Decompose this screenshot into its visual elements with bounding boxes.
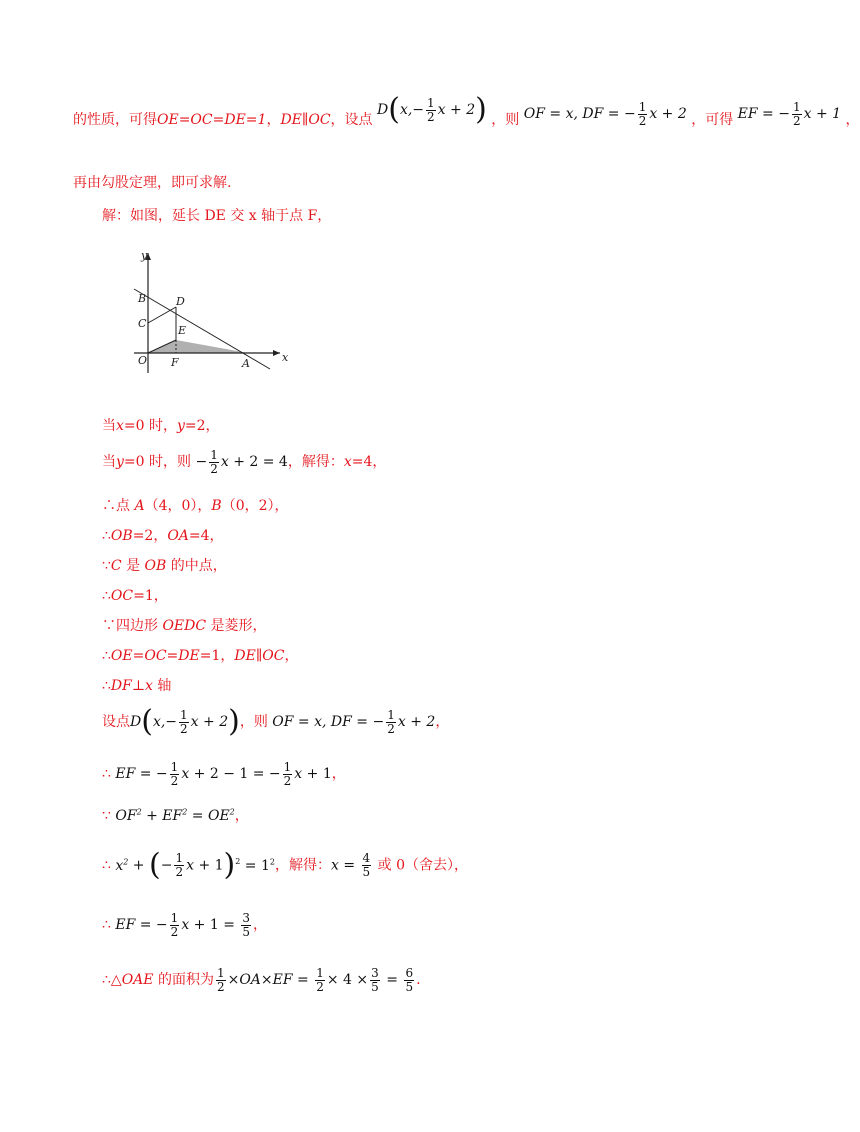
step-8: ∴OE=OC=DE=1，DE∥OC， (102, 648, 299, 664)
step-11: ∴ EF = − $\frac{1}{2}$ x + 2 − 1 = − $\frac{1}{2}$ x + 1， (102, 759, 346, 788)
analysis-line-2 (73, 172, 231, 192)
analysis-end: ， (845, 112, 860, 128)
geometry-figure (130, 245, 290, 375)
step-14: ∴ EF = − $\frac{1}{2}$ x + 1 = $\frac{3}{5}$ ， (102, 910, 268, 939)
step-12: ∵ $OF^2 + EF^2 = OE^2$， (102, 807, 249, 824)
analysis-parallel: DE∥OC (280, 112, 331, 128)
label-f: F (171, 356, 179, 369)
point-d-expression: D(x,− $\frac{1}{2}$ x + 2) (377, 92, 487, 127)
label-a: A (242, 357, 250, 370)
step-13: ∴ $x^2$ + (− $\frac{1}{2}$ $x + 1)^2 = 1^2$，解得：x = $\frac{4}{5}$ 或 0（舍去）， (102, 847, 468, 883)
figure-svg (130, 245, 290, 375)
label-b: B (138, 292, 147, 305)
label-o: O (138, 354, 148, 367)
analysis-line-1 (73, 92, 860, 140)
step-15: ∴△OAE 的面积为 $\frac{1}{2}$ ×OA×EF = $\frac{1}{2}$ × 4 × $\frac{3}{5}$ = $\frac{6}{5}$ . (102, 965, 421, 994)
analysis-set: ，设点 (330, 112, 373, 128)
label-d: D (176, 295, 185, 308)
then-word: ，则 (491, 112, 520, 128)
step-7: ∵四边形 OEDC 是菱形， (102, 618, 267, 634)
analysis-line-2-text: 再由勾股定理，即可求解. (73, 175, 232, 191)
analysis-eq: OE=OC=DE=1 (157, 112, 267, 128)
step-3: ∴点 A（4，0），B（0，2）， (102, 498, 289, 514)
solution-intro (102, 205, 331, 225)
label-y: y (141, 249, 148, 262)
ef-expression: EF = − $\frac{1}{2}$ x + 1 (737, 99, 842, 128)
step-4: ∴OB=2，OA=4， (102, 528, 224, 544)
step-2: 当y=0 时，则 − $\frac{1}{2}$ x + 2 = 4，解得：x=4， (102, 447, 387, 476)
label-e: E (178, 324, 187, 337)
step-1: 当x=0 时，y=2， (102, 418, 220, 434)
solution-intro-text: 解：如图，延长 DE 交 x 轴于点 F， (102, 208, 332, 224)
step-6: ∴OC=1， (102, 588, 168, 604)
segment-cd (148, 307, 176, 323)
step-10: 设点D(x,− $\frac{1}{2}$ x + 2)，则 OF = x, DF = − $\frac{1}{2}$ x + 2， (102, 704, 450, 739)
analysis-sep: ， (266, 112, 281, 128)
can-get: ，可得 (691, 112, 734, 128)
analysis-prefix: 的性质，可得 (73, 112, 157, 128)
label-c: C (138, 317, 147, 330)
x-axis-arrow (273, 350, 280, 356)
label-x: x (282, 351, 289, 364)
of-df-expression: OF = x, DF = − $\frac{1}{2}$ x + 2 (523, 99, 687, 128)
step-5: ∵C 是 OB 的中点， (102, 558, 227, 574)
step-9: ∴DF⊥x 轴 (102, 678, 172, 694)
